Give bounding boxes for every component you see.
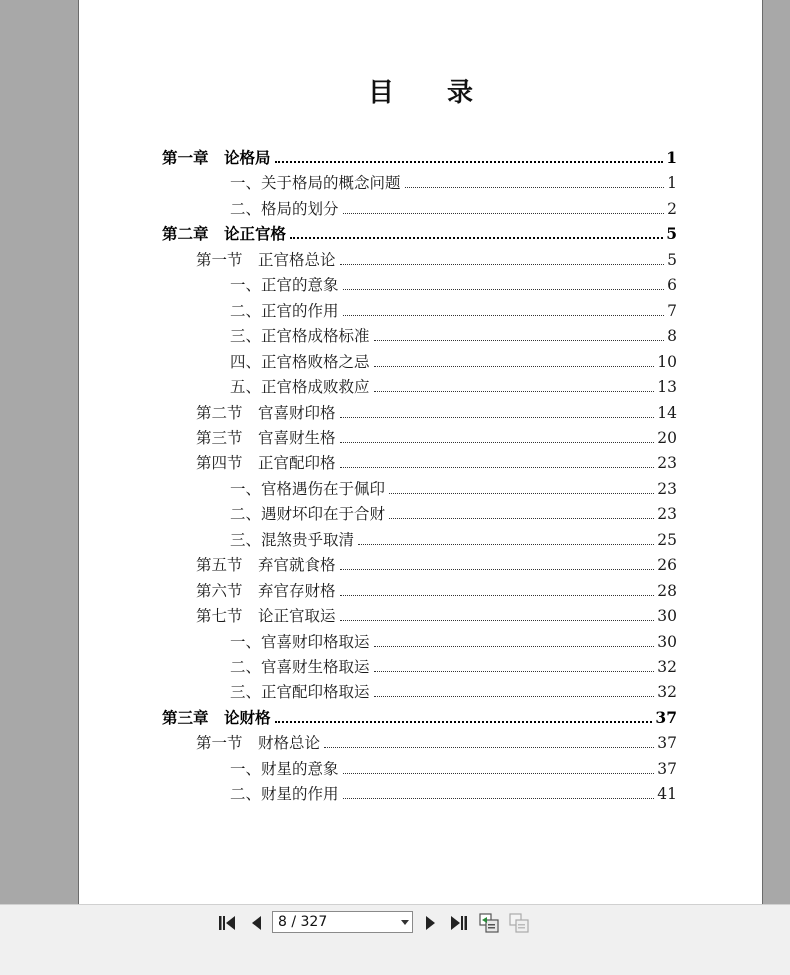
continuous-view-button[interactable] — [476, 911, 502, 935]
toc-entry-label: 一、正官的意象 — [230, 276, 339, 295]
continuous-view-icon — [478, 912, 500, 934]
toc-entry-label: 三、正官配印格取运 — [230, 683, 370, 702]
toc-entry[interactable] — [230, 527, 677, 549]
toc-entry-page: 25 — [657, 530, 677, 549]
toc-entry[interactable] — [196, 552, 677, 574]
pdf-toolbar — [0, 904, 790, 975]
toc-entry-page: 7 — [667, 301, 677, 320]
toc-entry-label: 第二节 官喜财印格 — [196, 403, 336, 422]
toc-entry[interactable] — [230, 501, 677, 523]
toc-entry-label: 一、官格遇伤在于佩印 — [230, 479, 386, 498]
toc-leader-dots — [374, 646, 655, 647]
toc-entry[interactable] — [230, 679, 677, 701]
two-page-view-button[interactable] — [506, 911, 532, 935]
toc-entry[interactable] — [230, 349, 677, 371]
last-page-icon — [449, 914, 469, 932]
toc-entry-page: 37 — [657, 734, 677, 753]
toc-entry-label: 三、正官格成格标准 — [230, 327, 370, 346]
previous-page-icon — [248, 914, 264, 932]
toc-leader-dots — [343, 773, 655, 774]
toc-entry-label: 二、遇财坏印在于合财 — [230, 505, 386, 524]
toc-leader-dots — [340, 620, 655, 621]
toc-leader-dots — [340, 467, 655, 468]
toc-leader-dots — [343, 798, 655, 799]
toc-entry-page: 32 — [657, 683, 677, 702]
previous-page-button[interactable] — [243, 911, 269, 935]
toc-entry-label: 一、关于格局的概念问题 — [230, 174, 401, 193]
toc-entry[interactable] — [196, 578, 677, 600]
two-page-view-icon — [508, 912, 530, 934]
toc-leader-dots — [340, 264, 665, 265]
toc-entry[interactable] — [196, 730, 677, 752]
dropdown-icon[interactable] — [398, 920, 412, 925]
toc-leader-dots — [374, 696, 655, 697]
toc-entry-label: 第三章 论财格 — [162, 707, 271, 727]
toc-entry-label: 第七节 论正官取运 — [196, 607, 336, 626]
toc-leader-dots — [275, 161, 664, 163]
toc-entry-page: 20 — [657, 428, 677, 447]
last-page-button[interactable] — [446, 911, 472, 935]
toc-entry-page: 5 — [666, 224, 677, 244]
toc-entry-label: 二、格局的划分 — [230, 199, 339, 218]
toc-entry-page: 2 — [667, 199, 677, 218]
toc-entry[interactable] — [230, 629, 677, 651]
toc-entry[interactable] — [196, 400, 677, 422]
toc-entry-label: 二、官喜财生格取运 — [230, 658, 370, 676]
toc-entry-page: 23 — [657, 505, 677, 524]
toc-entry-label: 二、财星的作用 — [230, 785, 339, 804]
toc-entry[interactable] — [196, 425, 677, 447]
first-page-icon — [217, 914, 237, 932]
toc-entry-page: 37 — [657, 759, 677, 778]
toc-entry[interactable] — [196, 603, 677, 625]
toc-entry-page: 32 — [657, 658, 677, 676]
toc-leader-dots — [358, 544, 654, 545]
document-page — [78, 0, 763, 904]
toc-entry-label: 第三节 官喜财生格 — [196, 428, 336, 447]
toc-leader-dots — [290, 237, 663, 239]
toc-entry-page: 10 — [657, 352, 677, 371]
toc-entry[interactable] — [230, 476, 677, 498]
toc-leader-dots — [275, 721, 653, 723]
toc-entry-label: 一、财星的意象 — [230, 759, 339, 778]
toc-entry-label: 三、混煞贵乎取清 — [230, 530, 355, 549]
toc-entry[interactable] — [230, 654, 677, 676]
toc-leader-dots — [343, 315, 665, 316]
toc-entry-page: 26 — [657, 556, 677, 575]
toc-entry-label: 第五节 弃官就食格 — [196, 556, 336, 575]
toc-entry-page: 14 — [657, 403, 677, 422]
toc-entry-page: 23 — [657, 479, 677, 498]
next-page-button[interactable] — [418, 911, 444, 935]
toc-entry-label: 第二章 论正官格 — [162, 224, 287, 244]
toc-leader-dots — [343, 289, 665, 290]
toc-entry-page: 13 — [657, 378, 677, 397]
toc-entry-label: 四、正官格败格之忌 — [230, 352, 370, 371]
toc-leader-dots — [389, 518, 654, 519]
toc-entry-page: 8 — [667, 327, 677, 346]
toc-leader-dots — [340, 442, 655, 443]
toc-entry[interactable] — [230, 756, 677, 778]
toc-entry-label: 第一节 正官格总论 — [196, 250, 336, 269]
toc-entry-page: 1 — [666, 148, 677, 167]
toc-entry-page: 30 — [657, 632, 677, 651]
toc-entry[interactable] — [230, 374, 677, 396]
toc-entry[interactable] — [230, 196, 677, 218]
toc-leader-dots — [340, 417, 655, 418]
toc-entry-label: 五、正官格成败救应 — [230, 378, 370, 397]
toc-entry[interactable] — [162, 705, 677, 727]
toc-entry[interactable] — [230, 298, 677, 320]
toc-entry[interactable] — [230, 272, 677, 294]
toc-entry-page: 6 — [667, 276, 677, 295]
next-page-icon — [423, 914, 439, 932]
toc-entry-page: 28 — [657, 581, 677, 600]
toc-title: 目 录 — [367, 78, 496, 108]
toc-entry[interactable] — [162, 221, 677, 243]
toc-entry[interactable] — [230, 170, 677, 192]
toc-leader-dots — [340, 595, 655, 596]
toc-leader-dots — [405, 187, 665, 188]
toc-entry-page: 23 — [657, 454, 677, 473]
toc-leader-dots — [343, 213, 665, 214]
toc-entry-label: 第六节 弃官存财格 — [196, 581, 336, 600]
toc-entry[interactable] — [230, 323, 677, 345]
toc-entry[interactable] — [196, 450, 677, 472]
toc-entry-label: 第一节 财格总论 — [196, 734, 321, 753]
toc-entry-label: 第四节 正官配印格 — [196, 454, 336, 473]
toc-leader-dots — [340, 569, 655, 570]
toc-entry-page: 30 — [657, 607, 677, 626]
toc-entry-page: 41 — [657, 785, 677, 804]
toc-leader-dots — [374, 366, 655, 367]
page-indicator: 8 / 327 — [278, 914, 328, 930]
toc-leader-dots — [324, 747, 654, 748]
page-number-field[interactable] — [272, 911, 413, 933]
toc-entry[interactable] — [230, 781, 677, 803]
toc-entry-page: 5 — [667, 250, 677, 269]
toc-leader-dots — [374, 391, 655, 392]
toc-entry-label: 一、官喜财印格取运 — [230, 632, 370, 651]
first-page-button[interactable] — [214, 911, 240, 935]
toc-entry-page: 37 — [655, 707, 677, 727]
toc-leader-dots — [389, 493, 654, 494]
toc-entry-page: 1 — [667, 174, 677, 193]
toc-leader-dots — [374, 340, 665, 341]
toc-entry-label: 第一章 论格局 — [162, 148, 271, 167]
toc-leader-dots — [374, 671, 655, 672]
toc-entry[interactable] — [162, 145, 677, 167]
toc-entry-label: 二、正官的作用 — [230, 301, 339, 320]
toc-entry[interactable] — [196, 247, 677, 269]
